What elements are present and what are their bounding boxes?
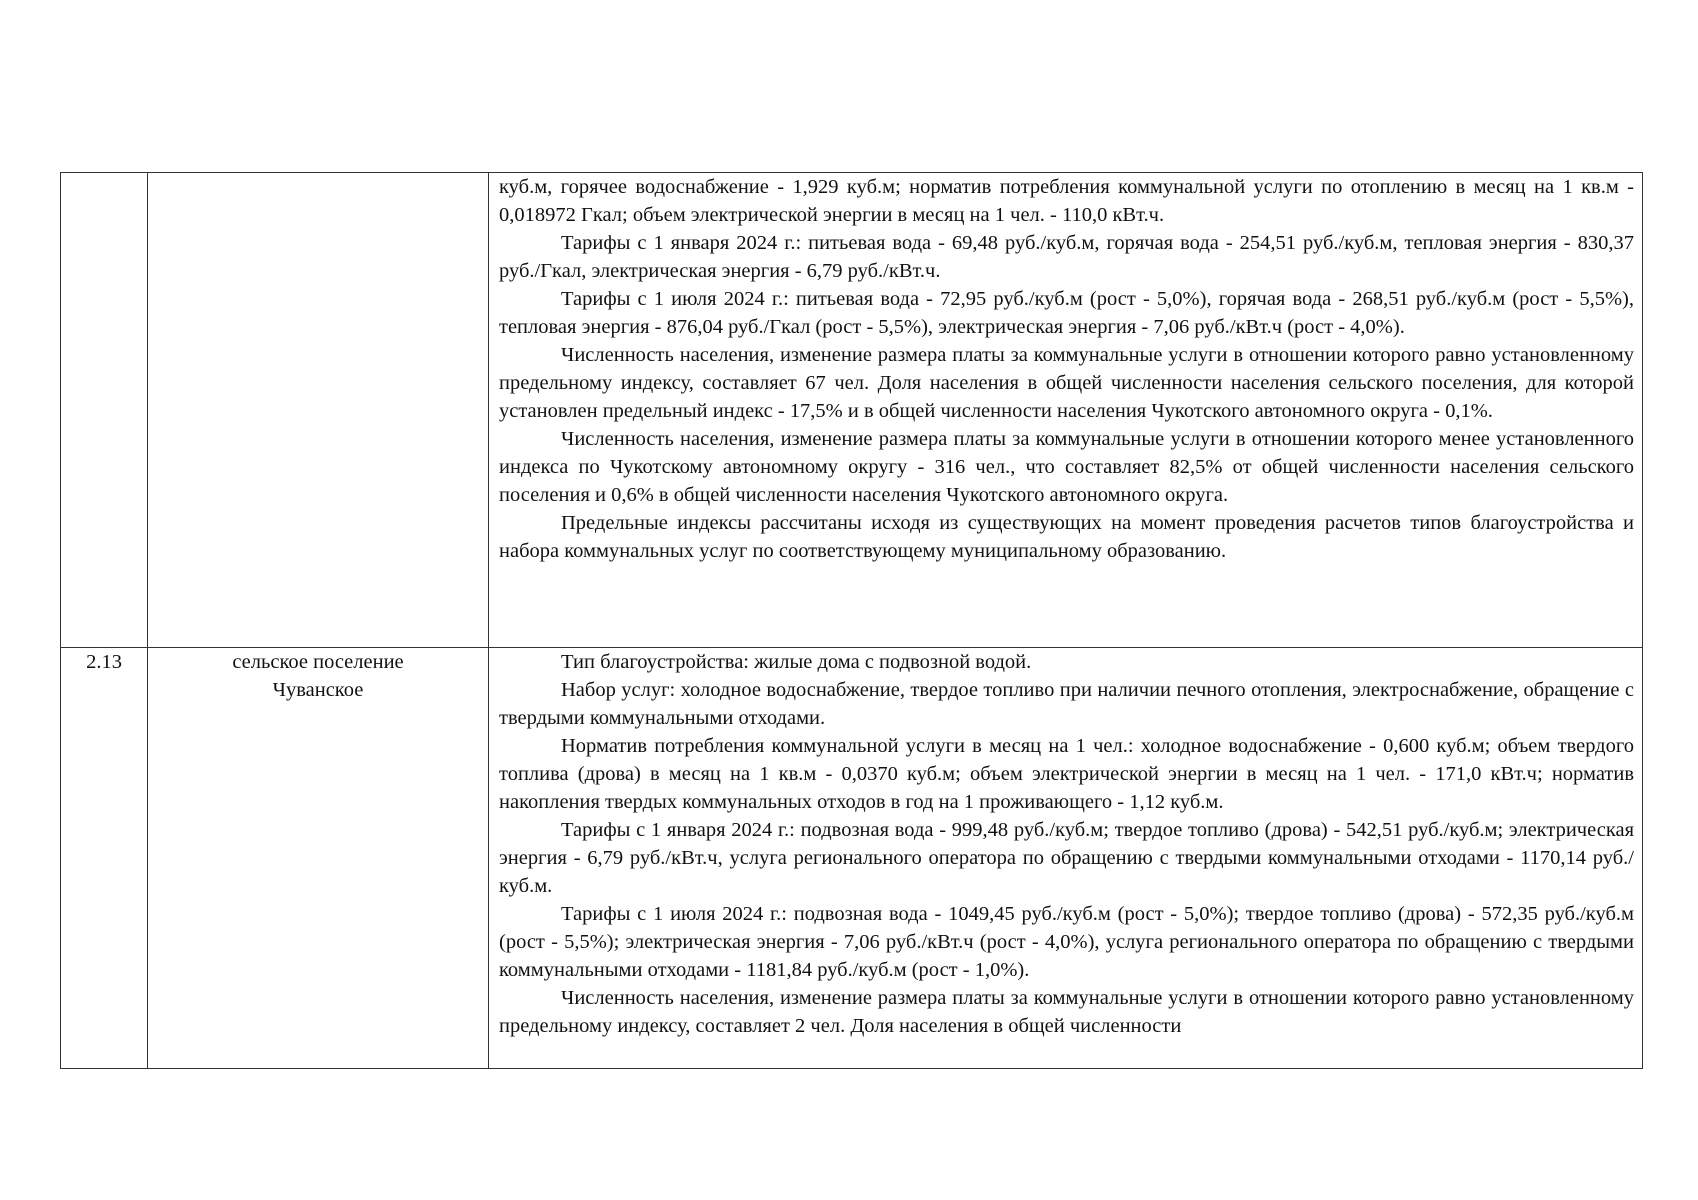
paragraph: Тарифы с 1 января 2024 г.: питьевая вода - 69,48 руб./куб.м, горячая вода - 254,51 руб./куб.м, тепловая энергия - 830,37 руб./Гкал, электрическая энергия - 6,79 руб./кВт.ч. <box>499 232 1634 282</box>
paragraph: Тарифы с 1 июля 2024 г.: питьевая вода - 72,95 руб./куб.м (рост - 5,0%), горячая вода - 268,51 руб./куб.м (рост - 5,5%), тепловая энергия - 876,04 руб./Гкал (рост - 5,5%), электрическая энергия - 7,06 руб./кВт.ч (рост - 4,0%). <box>499 288 1634 338</box>
paragraph: Тарифы с 1 июля 2024 г.: подвозная вода - 1049,45 руб./куб.м (рост - 5,0%); твердое топливо (дрова) - 572,35 руб./куб.м (рост - 5,5%); электрическая энергия - 7,06 руб./кВт.ч (рост - 4,0%), услуга регионального оператора по обращению с твердыми коммунальными отходами - 1181,84 руб./куб.м (рост - 1,0%). <box>499 903 1634 981</box>
description-cell <box>489 173 1643 648</box>
paragraph: Тарифы с 1 января 2024 г.: подвозная вода - 999,48 руб./куб.м; твердое топливо (дрова) - 542,51 руб./куб.м; электрическая энергия - 6,79 руб./кВт.ч, услуга регионального оператора по обращению с твердыми коммунальными отходами - 1170,14 руб./куб.м. <box>499 819 1634 897</box>
paragraph: Норматив потребления коммунальной услуги в месяц на 1 чел.: холодное водоснабжение - 0,600 куб.м; объем твердого топлива (дрова) в месяц на 1 кв.м - 0,0370 куб.м; объем электрической энергии в месяц на 1 чел. - 171,0 кВт.ч; норматив накопления твердых коммунальных отходов в год на 1 проживающего - 1,12 куб.м. <box>499 735 1634 813</box>
paragraph: Численность населения, изменение размера платы за коммунальные услуги в отношении которого равно установленному предельному индексу, составляет 2 чел. Доля населения в общей численности <box>499 987 1634 1037</box>
table-row <box>61 173 1643 648</box>
settlement-name-cell <box>148 173 489 648</box>
paragraph: Набор услуг: холодное водоснабжение, твердое топливо при наличии печного отопления, электроснабжение, обращение с твердыми коммунальными отходами. <box>499 679 1634 729</box>
paragraph: Численность населения, изменение размера платы за коммунальные услуги в отношении которого равно установленному предельному индексу, составляет 67 чел. Доля населения в общей численности населения сельского поселения, для которой установлен предельный индекс - 17,5% и в общей численности населения Чукотского автономного округа - 0,1%. <box>499 344 1634 422</box>
paragraph: куб.м, горячее водоснабжение - 1,929 куб.м; норматив потребления коммунальной услуги по отоплению в месяц на 1 кв.м - 0,018972 Гкал; объем электрической энергии в месяц на 1 чел. - 110,0 кВт.ч. <box>499 176 1634 226</box>
row-number-cell: 2.13 <box>61 648 148 1069</box>
paragraph: Тип благоустройства: жилые дома с подвозной водой. <box>561 651 1032 673</box>
settlement-name-line: сельское поселение <box>232 651 404 673</box>
tariff-table <box>60 172 1643 1069</box>
settlement-name-cell <box>148 648 489 1069</box>
settlement-name-line: Чуванское <box>272 679 364 701</box>
table-row <box>61 648 1643 1069</box>
paragraph: Предельные индексы рассчитаны исходя из существующих на момент проведения расчетов типов благоустройства и набора коммунальных услуг по соответствующему муниципальному образованию. <box>499 512 1634 562</box>
row-number-cell <box>61 173 148 648</box>
paragraph: Численность населения, изменение размера платы за коммунальные услуги в отношении которого менее установленного индекса по Чукотскому автономному округу - 316 чел., что составляет 82,5% от общей численности населения сельского поселения и 0,6% в общей численности населения Чукотского автономного округа. <box>499 428 1634 506</box>
description-cell <box>489 648 1643 1069</box>
